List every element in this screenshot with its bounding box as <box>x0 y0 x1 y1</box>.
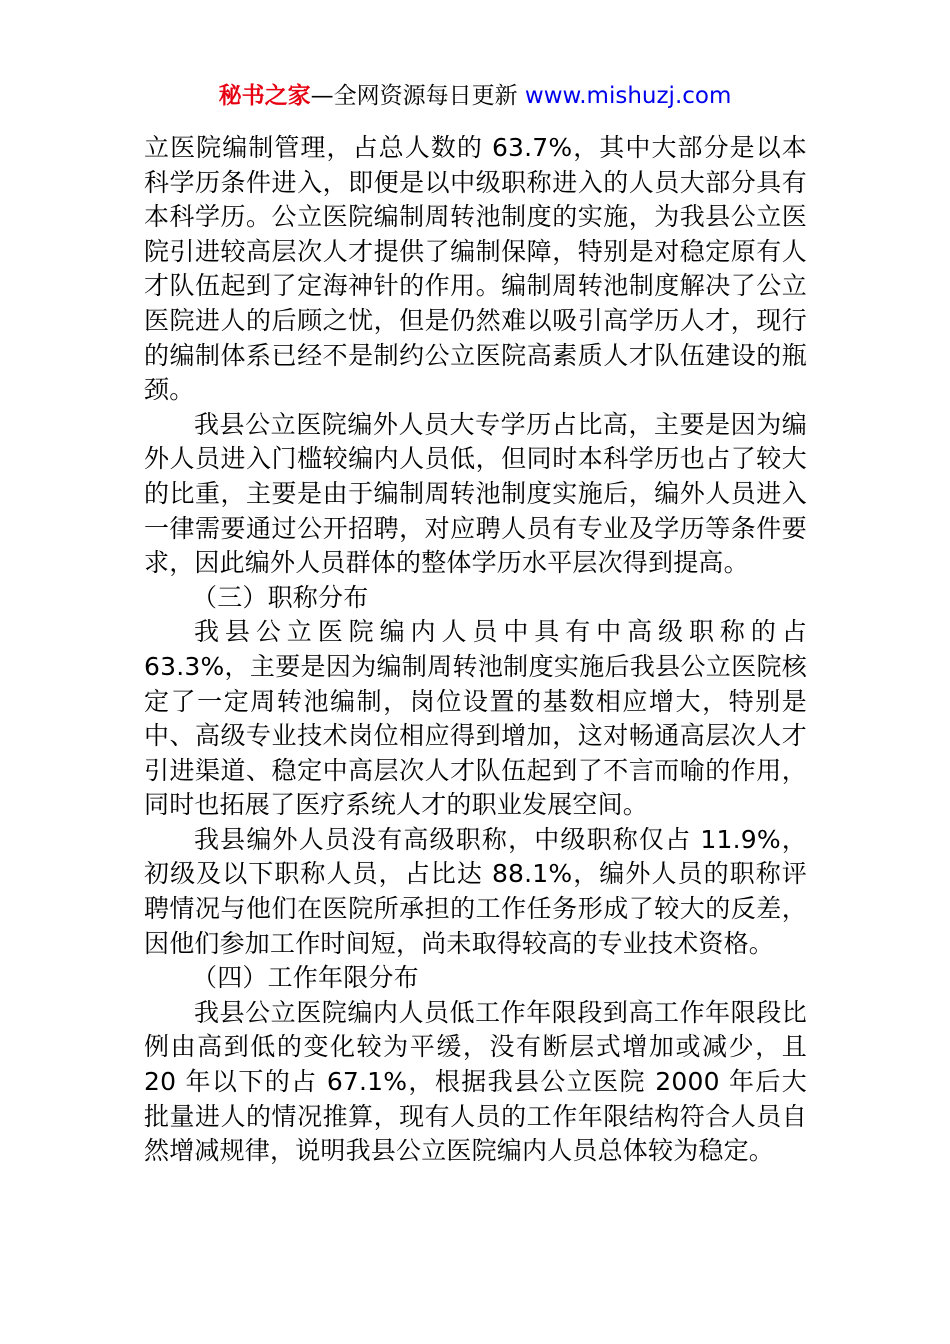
section-heading-work-years: （四）工作年限分布 <box>192 963 419 993</box>
site-header <box>0 80 950 112</box>
section-heading-titles: （三）职称分布 <box>192 582 369 612</box>
header-tagline: —全网资源每日更新 <box>310 83 518 109</box>
site-url-link[interactable]: www.mishuzj.com <box>524 83 732 109</box>
paragraph-titles-inside-staff: 我县公立医院编内人员中具有中高级职称的占 63.3%，主要是因为编制周转池制度实施后我县公立医院核定了一定周转池编制，岗位设置的基数相应增大，特别是中、高级专业技术岗位相应得到增加，这对畅通高层次人才引进渠道、稳定中高层次人才队伍起到了不言而喻的作用，同时也拓展了医疗系统人才的职业发展空间。 <box>144 617 807 820</box>
brand-name: 秘书之家 <box>218 83 311 109</box>
paragraph-titles-outside-staff: 我县编外人员没有高级职称，中级职称仅占 11.9%，初级及以下职称人员，占比达 88.1%，编外人员的职称评聘情况与他们在医院所承担的工作任务形成了较大的反差，因他们参加工作时间短，尚未取得较高的专业技术资格。 <box>144 824 807 958</box>
paragraph-work-years: 我县公立医院编内人员低工作年限段到高工作年限段比例由高到低的变化较为平缓，没有断层式增加或减少，且 20 年以下的占 67.1%，根据我县公立医院 2000 年后大批量进人的情况推算，现有人员的工作年限结构符合人员自然增减规律，说明我县公立医院编内人员总体较为稳定。 <box>144 997 807 1166</box>
paragraph-continuation: 立医院编制管理，占总人数的 63.7%，其中大部分是以本科学历条件进入，即便是以中级职称进入的人员大部分具有本科学历。公立医院编制周转池制度的实施，为我县公立医院引进较高层次人才提供了编制保障，特别是对稳定原有人才队伍起到了定海神针的作用。编制周转池制度解决了公立医院进人的后顾之忧，但是仍然难以吸引高学历人才，现行的编制体系已经不是制约公立医院高素质人才队伍建设的瓶颈。 <box>144 133 807 405</box>
document-body <box>144 131 807 1169</box>
paragraph-education-outside-staff: 我县公立医院编外人员大专学历占比高，主要是因为编外人员进入门槛较编内人员低，但同时本科学历也占了较大的比重，主要是由于编制周转池制度实施后，编外人员进入一律需要通过公开招聘，对应聘人员有专业及学历等条件要求，因此编外人员群体的整体学历水平层次得到提高。 <box>144 409 807 578</box>
